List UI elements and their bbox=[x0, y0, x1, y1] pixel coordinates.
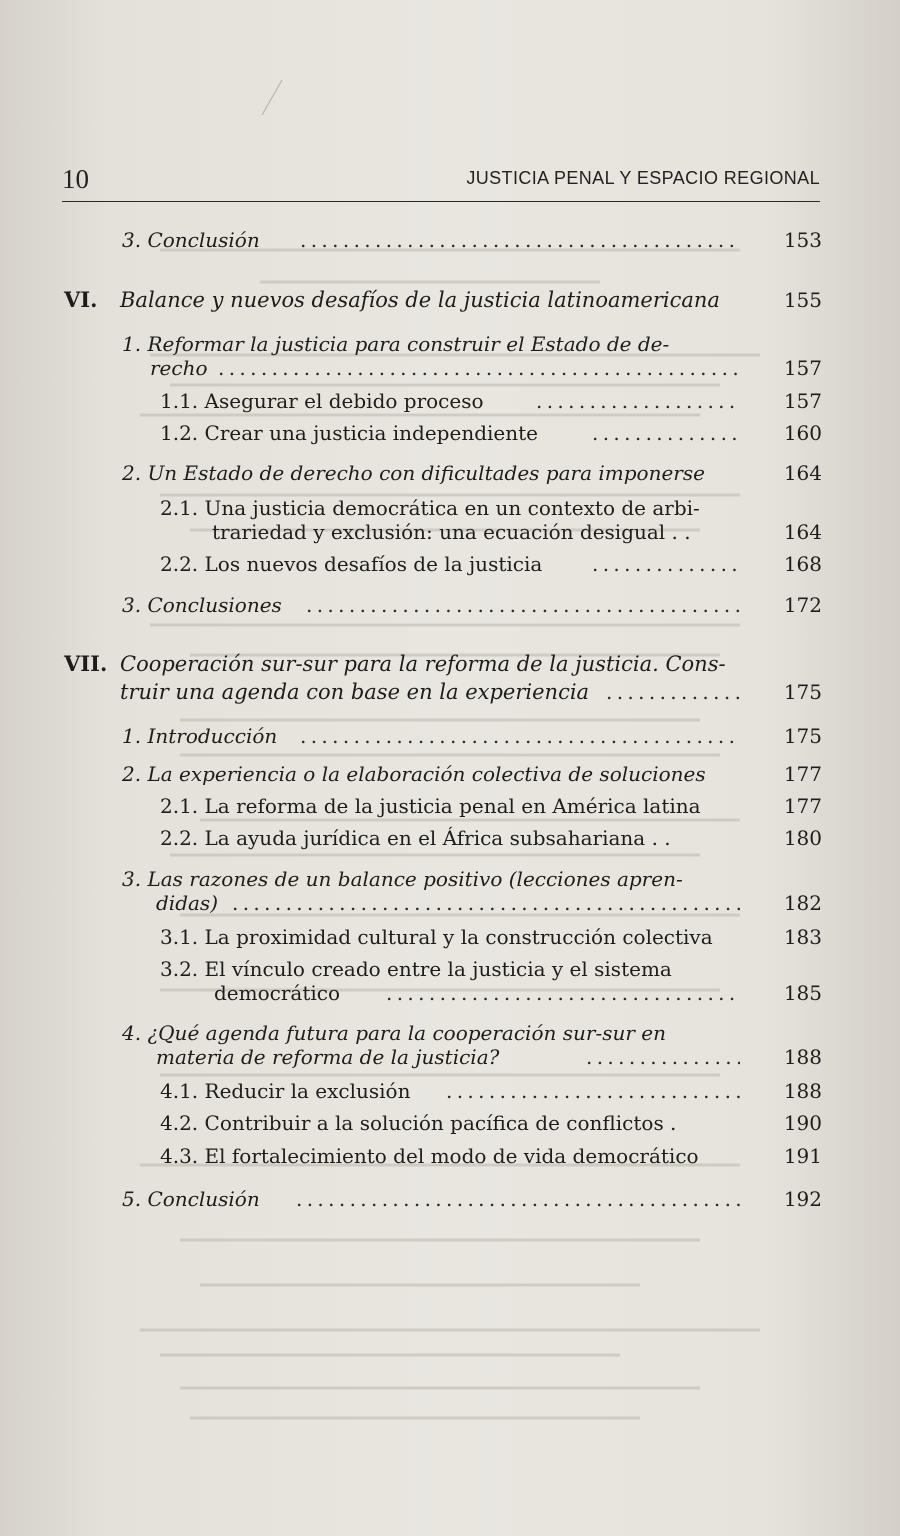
toc-page: 175 bbox=[783, 680, 822, 704]
toc-page: 175 bbox=[783, 724, 822, 748]
toc-entry-cont: trariedad y exclusión: una ecuación desigual . . bbox=[212, 520, 691, 544]
leader-dots bbox=[606, 680, 740, 704]
toc-page: 192 bbox=[783, 1187, 822, 1211]
running-title: JUSTICIA PENAL Y ESPACIO REGIONAL bbox=[466, 168, 820, 188]
toc-page: 180 bbox=[783, 826, 822, 850]
toc-entry[interactable]: 3. Las razones de un balance positivo (lecciones apren- bbox=[122, 867, 683, 891]
toc-page: 188 bbox=[783, 1079, 822, 1103]
toc-entry-cont: didas) bbox=[156, 891, 218, 915]
chapter-number: VII. bbox=[64, 651, 108, 676]
page-number: 10 bbox=[62, 164, 89, 194]
toc-page: 153 bbox=[783, 228, 822, 252]
toc-page: 172 bbox=[783, 593, 822, 617]
toc-entry[interactable]: 2. La experiencia o la elaboración colectiva de soluciones bbox=[122, 762, 706, 786]
toc-entry[interactable]: 4.3. El fortalecimiento del modo de vida democrático bbox=[160, 1144, 699, 1168]
chapter-title[interactable]: Balance y nuevos desafíos de la justicia latinoamericana bbox=[120, 288, 720, 312]
toc-entry[interactable]: 1.2. Crear una justicia independiente bbox=[160, 421, 538, 445]
toc-page: 177 bbox=[783, 762, 822, 786]
leader-dots bbox=[586, 1045, 740, 1069]
toc-entry[interactable]: 2.1. Una justicia democrática en un contexto de arbi- bbox=[160, 496, 700, 520]
leader-dots bbox=[592, 552, 740, 576]
toc-page: 157 bbox=[783, 356, 822, 380]
toc-page: 160 bbox=[783, 421, 822, 445]
leader-dots bbox=[232, 891, 740, 915]
toc-entry[interactable]: 2.2. Los nuevos desafíos de la justicia bbox=[160, 552, 543, 576]
leader-dots bbox=[300, 724, 740, 748]
toc-page: 164 bbox=[783, 461, 822, 485]
toc-entry-conclusion[interactable]: 3. Conclusión bbox=[122, 228, 260, 252]
chapter-title-cont: truir una agenda con base en la experiencia bbox=[120, 680, 590, 704]
toc-entry[interactable]: 1.1. Asegurar el debido proceso bbox=[160, 389, 484, 413]
leader-dots bbox=[592, 421, 740, 445]
toc-page: 191 bbox=[783, 1144, 822, 1168]
header-rule bbox=[62, 201, 820, 202]
toc-entry[interactable]: 4. ¿Qué agenda futura para la cooperación sur-sur en bbox=[122, 1021, 666, 1045]
toc-entry-cont: recho bbox=[150, 356, 208, 380]
leader-dots bbox=[218, 356, 740, 380]
toc-page: 188 bbox=[783, 1045, 822, 1069]
toc-entry[interactable]: 3. Conclusiones bbox=[122, 593, 282, 617]
toc-entry[interactable]: 2.2. La ayuda jurídica en el África subsahariana . . bbox=[160, 826, 671, 850]
toc-page: 185 bbox=[783, 981, 822, 1005]
toc-page: 183 bbox=[783, 925, 822, 949]
leader-dots bbox=[296, 1187, 740, 1211]
leader-dots bbox=[536, 389, 740, 413]
toc-entry[interactable]: 1. Introducción bbox=[122, 724, 278, 748]
toc-entry-cont: democrático bbox=[214, 981, 341, 1005]
toc-entry[interactable]: 4.2. Contribuir a la solución pacífica de conflictos . bbox=[160, 1111, 677, 1135]
toc-entry[interactable]: 2.1. La reforma de la justicia penal en América latina bbox=[160, 794, 701, 818]
toc-page: 164 bbox=[783, 520, 822, 544]
toc-entry[interactable]: 4.1. Reducir la exclusión bbox=[160, 1079, 411, 1103]
toc-entry-cont: materia de reforma de la justicia? bbox=[156, 1045, 500, 1069]
leader-dots bbox=[446, 1079, 740, 1103]
leader-dots bbox=[300, 228, 740, 252]
toc-page: 182 bbox=[783, 891, 822, 915]
toc-page: 177 bbox=[783, 794, 822, 818]
toc-page: 168 bbox=[783, 552, 822, 576]
toc-entry[interactable]: 5. Conclusión bbox=[122, 1187, 260, 1211]
toc-entry[interactable]: 2. Un Estado de derecho con dificultades para imponerse bbox=[122, 461, 705, 485]
leader-dots bbox=[386, 981, 740, 1005]
toc-entry[interactable]: 3.2. El vínculo creado entre la justicia y el sistema bbox=[160, 957, 672, 981]
toc-page: 155 bbox=[783, 288, 822, 312]
toc-page: 190 bbox=[783, 1111, 822, 1135]
toc-entry[interactable]: 1. Reformar la justicia para construir el Estado de de- bbox=[122, 332, 670, 356]
chapter-title[interactable]: Cooperación sur-sur para la reforma de la justicia. Cons- bbox=[120, 652, 726, 676]
toc-page: 157 bbox=[783, 389, 822, 413]
chapter-number: VI. bbox=[64, 287, 98, 312]
toc-entry[interactable]: 3.1. La proximidad cultural y la construcción colectiva bbox=[160, 925, 713, 949]
leader-dots bbox=[306, 593, 740, 617]
